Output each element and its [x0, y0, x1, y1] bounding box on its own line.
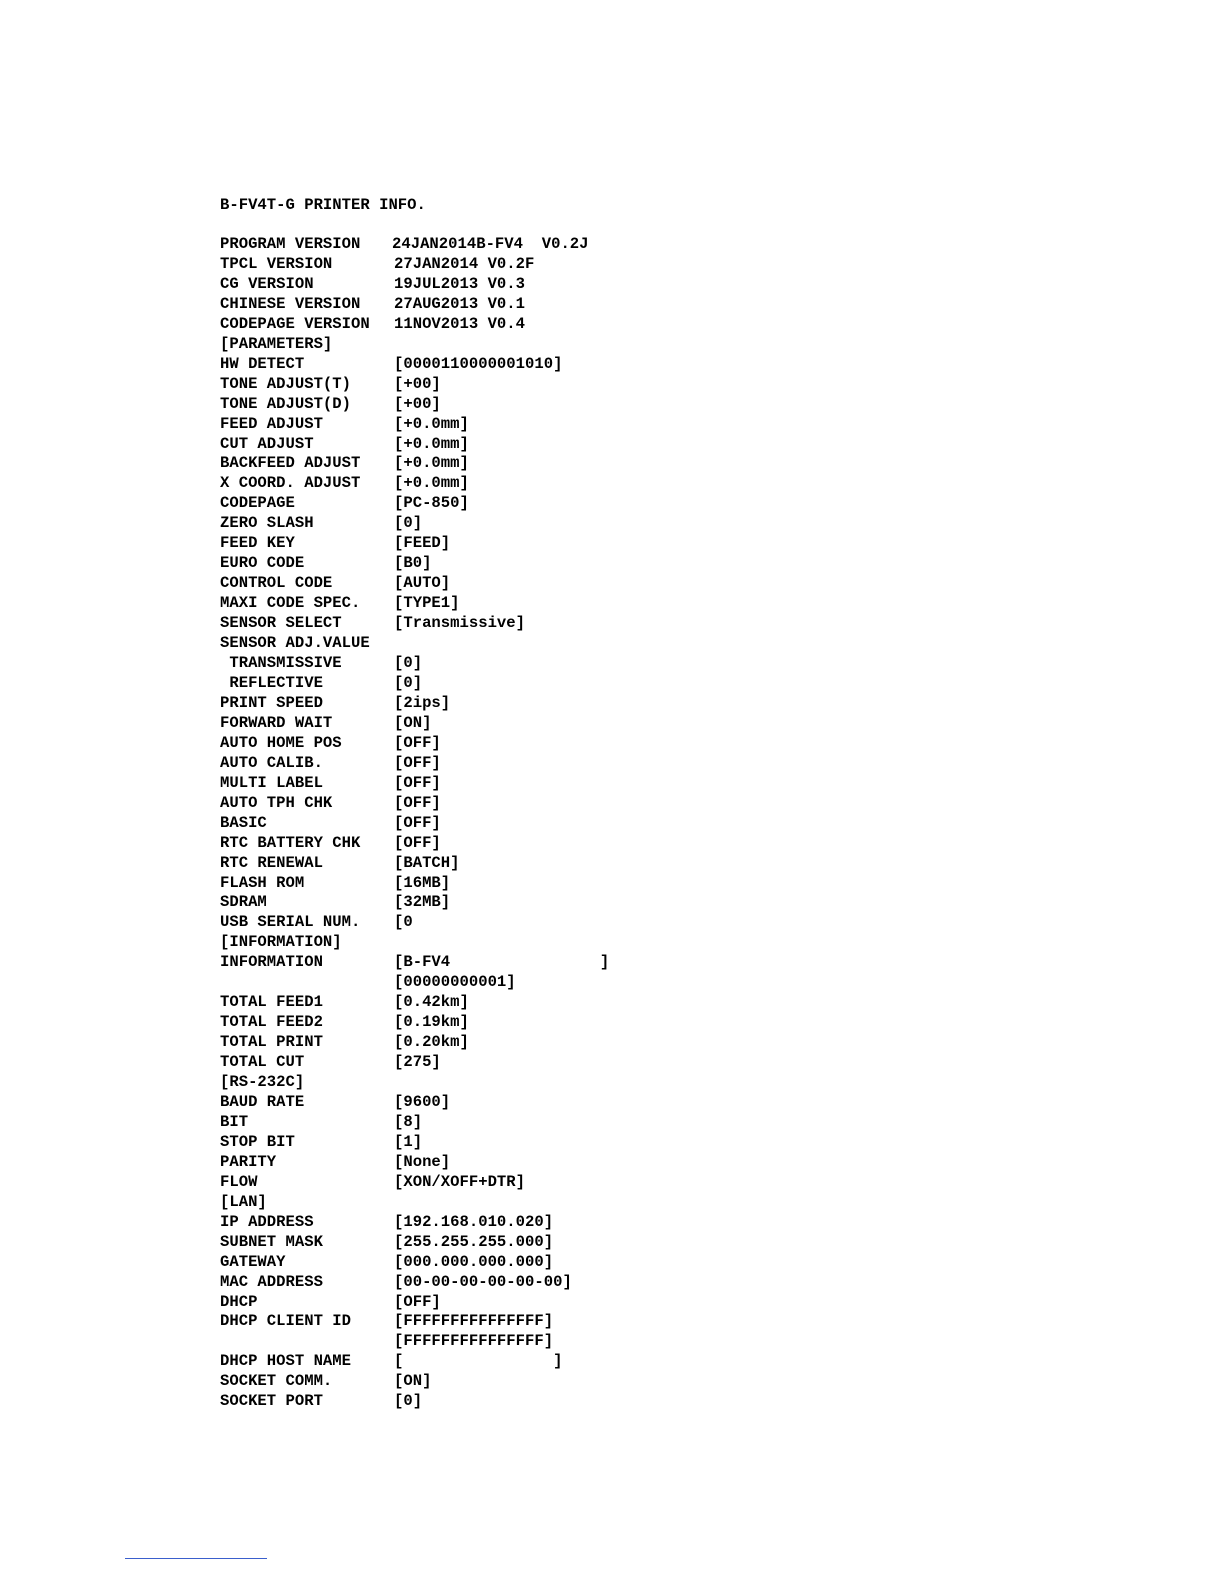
info-value: [OFF]	[394, 773, 441, 792]
info-value: [1]	[394, 1132, 423, 1151]
info-label: INFORMATION	[220, 953, 323, 972]
info-label: SOCKET PORT	[220, 1392, 323, 1411]
info-label: TOTAL PRINT	[220, 1033, 323, 1052]
info-label: CODEPAGE	[220, 494, 295, 513]
info-label: BIT	[220, 1112, 249, 1131]
info-value: [BATCH]	[394, 853, 460, 872]
info-label: DHCP	[220, 1292, 258, 1311]
info-label: FLOW	[220, 1172, 258, 1191]
info-value: [000.000.000.000]	[394, 1252, 554, 1271]
info-value: [00000000001]	[394, 973, 516, 992]
info-value: [B-FV4 ]	[394, 953, 610, 972]
info-value: [0]	[394, 673, 423, 692]
info-label: PARITY	[220, 1152, 277, 1171]
info-value: [OFF]	[394, 1292, 441, 1311]
info-label: STOP BIT	[220, 1132, 295, 1151]
info-label: USB SERIAL NUM.	[220, 913, 361, 932]
info-value: 27AUG2013 V0.1	[394, 294, 526, 313]
info-value: [TYPE1]	[394, 594, 460, 613]
info-value: [+00]	[394, 374, 441, 393]
info-value: [0000110000001010]	[394, 354, 563, 373]
info-value: [XON/XOFF+DTR]	[394, 1172, 526, 1191]
info-value: [+00]	[394, 394, 441, 413]
info-value: [ ]	[394, 1352, 563, 1371]
info-label: BACKFEED ADJUST	[220, 454, 361, 473]
info-value: [0.20km]	[394, 1033, 469, 1052]
info-label: AUTO CALIB.	[220, 753, 323, 772]
info-value: [+0.0mm]	[394, 414, 469, 433]
info-label: TPCL VERSION	[220, 254, 333, 273]
info-label: SOCKET COMM.	[220, 1372, 333, 1391]
info-value: [FEED]	[394, 534, 451, 553]
info-value: [32MB]	[394, 893, 451, 912]
info-label: HW DETECT	[220, 354, 305, 373]
info-label: ZERO SLASH	[220, 514, 314, 533]
info-label: SUBNET MASK	[220, 1232, 323, 1251]
info-value: 11NOV2013 V0.4	[394, 314, 526, 333]
info-label: REFLECTIVE	[220, 673, 323, 692]
info-value: [OFF]	[394, 793, 441, 812]
info-label: PROGRAM VERSION	[220, 235, 361, 253]
info-value: [None]	[394, 1152, 451, 1171]
info-label: DHCP HOST NAME	[220, 1352, 352, 1371]
info-label: TOTAL FEED2	[220, 1013, 323, 1032]
info-value: [8]	[394, 1112, 423, 1131]
info-value: [OFF]	[394, 753, 441, 772]
info-label: FORWARD WAIT	[220, 713, 333, 732]
info-label: BAUD RATE	[220, 1092, 305, 1111]
info-value: [255.255.255.000]	[394, 1232, 554, 1251]
info-value: 24JAN2014B-FV4 V0.2J	[392, 235, 589, 253]
info-label: SDRAM	[220, 893, 267, 912]
info-value: [ON]	[394, 1372, 432, 1391]
info-label: AUTO HOME POS	[220, 733, 342, 752]
info-label: CONTROL CODE	[220, 574, 333, 593]
info-value: [Transmissive]	[394, 614, 526, 633]
info-value: [192.168.010.020]	[394, 1212, 554, 1231]
info-value: [0.19km]	[394, 1013, 469, 1032]
info-label: MULTI LABEL	[220, 773, 323, 792]
info-label: TRANSMISSIVE	[220, 654, 342, 673]
info-label: [INFORMATION]	[220, 933, 342, 952]
info-value: [0	[394, 913, 413, 932]
info-label: MAXI CODE SPEC.	[220, 594, 361, 613]
info-label: CG VERSION	[220, 274, 314, 293]
info-label: MAC ADDRESS	[220, 1272, 323, 1291]
info-label: [PARAMETERS]	[220, 334, 333, 353]
info-label: RTC BATTERY CHK	[220, 833, 361, 852]
info-value: 27JAN2014 V0.2F	[394, 254, 535, 273]
info-value: [275]	[394, 1053, 441, 1072]
info-value: [PC-850]	[394, 494, 469, 513]
info-value: [16MB]	[394, 873, 451, 892]
info-label: BASIC	[220, 813, 267, 832]
info-value: [ON]	[394, 713, 432, 732]
info-value: [+0.0mm]	[394, 434, 469, 453]
info-label: PRINT SPEED	[220, 693, 323, 712]
info-value: [9600]	[394, 1092, 451, 1111]
info-value: [2ips]	[394, 693, 451, 712]
info-value: 19JUL2013 V0.3	[394, 274, 526, 293]
info-value: [FFFFFFFFFFFFFFF]	[394, 1312, 554, 1331]
info-value: [FFFFFFFFFFFFFFF]	[394, 1332, 554, 1351]
info-value: [0]	[394, 654, 423, 673]
info-label: SENSOR ADJ.VALUE	[220, 634, 370, 653]
info-label: DHCP CLIENT ID	[220, 1312, 352, 1331]
info-label: CUT ADJUST	[220, 434, 314, 453]
info-label: [LAN]	[220, 1192, 267, 1211]
info-value: [+0.0mm]	[394, 474, 469, 493]
info-label: CODEPAGE VERSION	[220, 314, 370, 333]
info-label: CHINESE VERSION	[220, 294, 361, 313]
info-label: IP ADDRESS	[220, 1212, 314, 1231]
info-value: [OFF]	[394, 733, 441, 752]
info-label: SENSOR SELECT	[220, 614, 342, 633]
info-value: [B0]	[394, 554, 432, 573]
info-label: TONE ADJUST(T)	[220, 374, 352, 393]
footnote-divider	[125, 1558, 267, 1559]
info-value: [OFF]	[394, 833, 441, 852]
info-label: FEED KEY	[220, 534, 295, 553]
info-value: [OFF]	[394, 813, 441, 832]
info-label: TOTAL FEED1	[220, 993, 323, 1012]
info-value: [00-00-00-00-00-00]	[394, 1272, 572, 1291]
info-label: RTC RENEWAL	[220, 853, 323, 872]
info-value: [0]	[394, 514, 423, 533]
info-label: AUTO TPH CHK	[220, 793, 333, 812]
info-value: [AUTO]	[394, 574, 451, 593]
info-label: TOTAL CUT	[220, 1053, 305, 1072]
info-label: FLASH ROM	[220, 873, 305, 892]
info-label: EURO CODE	[220, 554, 305, 573]
info-value: [0.42km]	[394, 993, 469, 1012]
info-label: [RS-232C]	[220, 1073, 305, 1092]
info-label: TONE ADJUST(D)	[220, 394, 352, 413]
info-value: [0]	[394, 1392, 423, 1411]
info-label: GATEWAY	[220, 1252, 286, 1271]
info-value: [+0.0mm]	[394, 454, 469, 473]
info-label: FEED ADJUST	[220, 414, 323, 433]
page-title: B-FV4T-G PRINTER INFO.	[220, 196, 426, 214]
info-label: X COORD. ADJUST	[220, 474, 361, 493]
